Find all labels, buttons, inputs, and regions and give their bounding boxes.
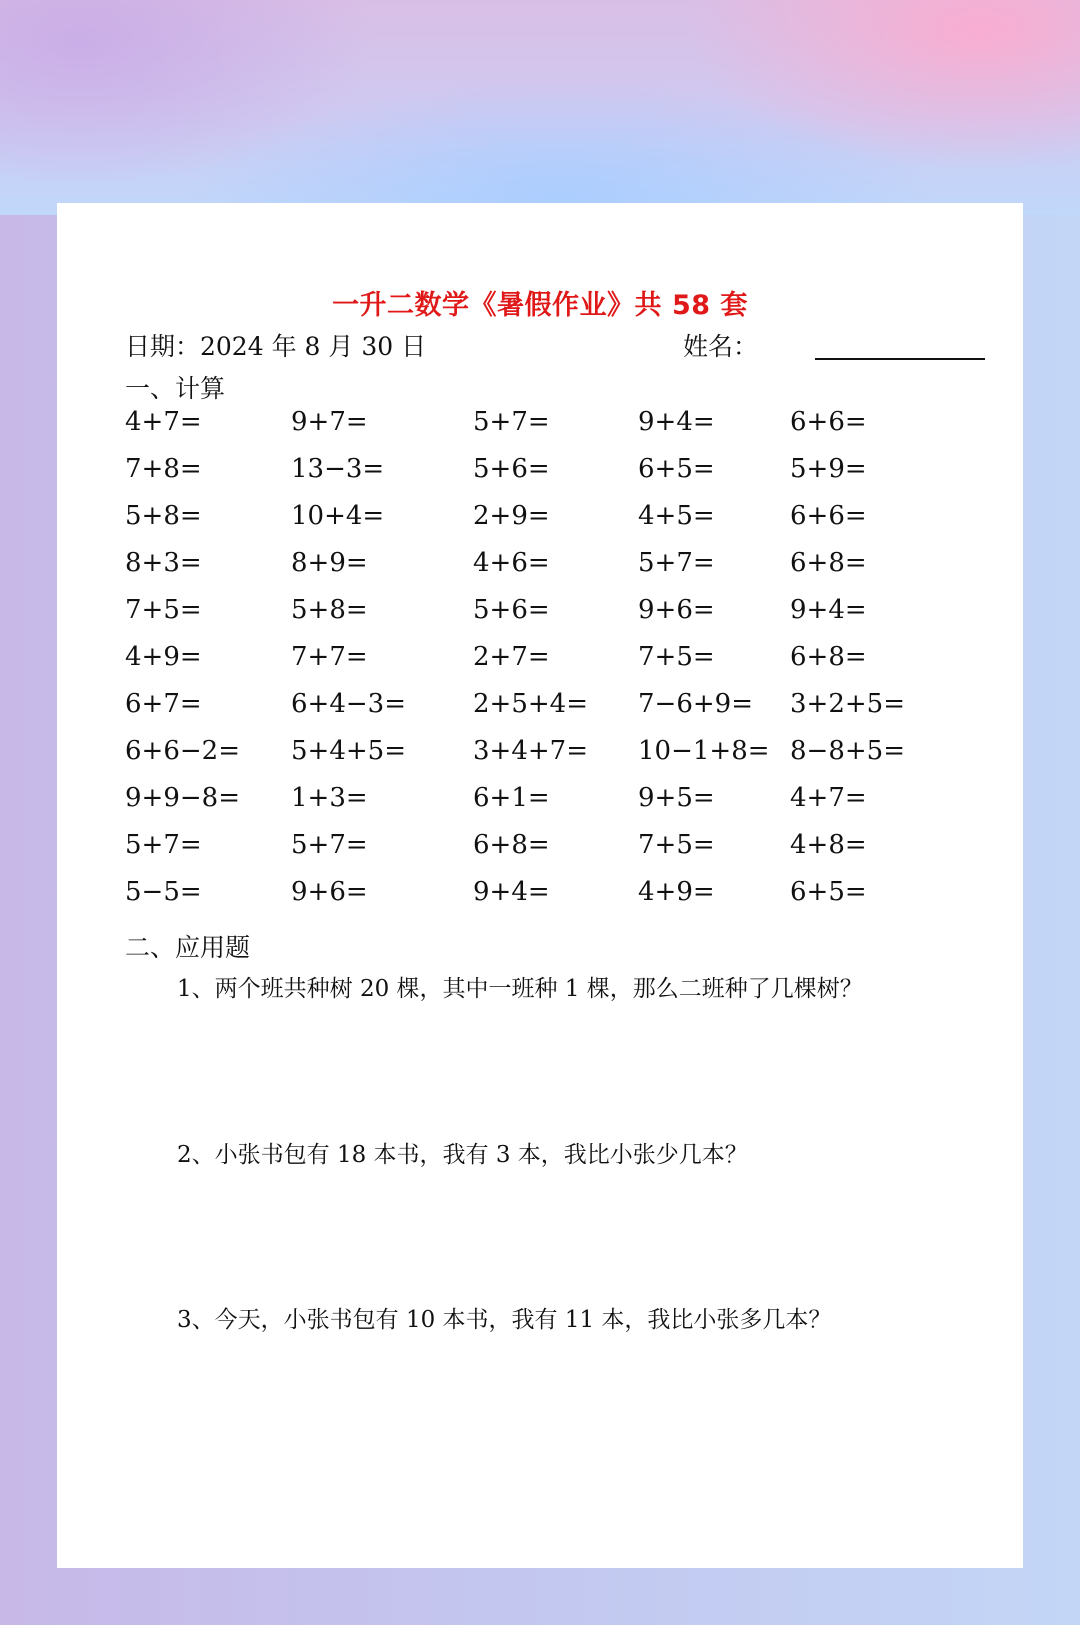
calc-problem: 4+5=	[638, 501, 715, 531]
calc-problem: 9+6=	[638, 595, 715, 625]
calc-row	[125, 548, 925, 595]
calc-problem: 8+9=	[291, 548, 368, 578]
calc-problem: 7+5=	[638, 642, 715, 672]
calc-problem: 3+2+5=	[790, 689, 905, 719]
calc-problem: 8+3=	[125, 548, 202, 578]
date-label: 日期：2024 年 8 月 30 日	[125, 332, 427, 361]
calc-problem: 9+4=	[790, 595, 867, 625]
calc-problem: 5+7=	[473, 407, 550, 437]
calc-problem: 4+9=	[125, 642, 202, 672]
calc-problem: 6+6−2=	[125, 736, 240, 766]
calc-problem: 5+4+5=	[291, 736, 406, 766]
calc-problem: 6+6=	[790, 407, 867, 437]
calc-problem: 6+5=	[790, 877, 867, 907]
calc-problem: 6+8=	[790, 548, 867, 578]
calc-problem: 5+8=	[291, 595, 368, 625]
calc-problem: 5+7=	[638, 548, 715, 578]
calc-problem: 4+6=	[473, 548, 550, 578]
calc-problem: 2+9=	[473, 501, 550, 531]
word-problem-1: 1、两个班共种树 20 棵，其中一班种 1 棵，那么二班种了几棵树？	[177, 976, 863, 1002]
calc-row	[125, 689, 925, 736]
calc-problem: 13−3=	[291, 454, 385, 484]
calc-problem: 6+8=	[473, 830, 550, 860]
calc-row	[125, 595, 925, 642]
calc-problem: 5+9=	[790, 454, 867, 484]
calc-problem: 5+8=	[125, 501, 202, 531]
section-word-problems-heading: 二、应用题	[125, 933, 251, 962]
info-row	[125, 327, 987, 361]
calc-problem: 5+7=	[125, 830, 202, 860]
calc-problem: 9+6=	[291, 877, 368, 907]
calc-problem: 10+4=	[291, 501, 385, 531]
calc-problem: 9+7=	[291, 407, 368, 437]
calc-row	[125, 736, 925, 783]
worksheet-paper	[57, 203, 1023, 1568]
calc-problem: 7+7=	[291, 642, 368, 672]
calc-problem: 7+5=	[125, 595, 202, 625]
calc-problem: 9+5=	[638, 783, 715, 813]
calc-problem: 9+4=	[638, 407, 715, 437]
calc-problem: 5+7=	[291, 830, 368, 860]
calc-row	[125, 454, 925, 501]
calc-problem: 7−6+9=	[638, 689, 753, 719]
calc-problem: 4+7=	[790, 783, 867, 813]
calc-problem: 4+7=	[125, 407, 202, 437]
calc-problem: 6+8=	[790, 642, 867, 672]
calc-problem: 6+4−3=	[291, 689, 406, 719]
calc-problem: 10−1+8=	[638, 736, 770, 766]
calc-row	[125, 877, 925, 924]
name-label: 姓名：	[683, 332, 759, 361]
calc-problem: 7+8=	[125, 454, 202, 484]
calc-problem: 3+4+7=	[473, 736, 588, 766]
section-calc-heading: 一、计算	[125, 374, 226, 403]
calc-problem: 2+5+4=	[473, 689, 588, 719]
calc-problem: 9+4=	[473, 877, 550, 907]
calc-problem: 8−8+5=	[790, 736, 905, 766]
calc-problem: 2+7=	[473, 642, 550, 672]
calc-problem: 5−5=	[125, 877, 202, 907]
name-blank-line[interactable]	[815, 358, 985, 360]
background-gradient	[0, 0, 1080, 215]
calc-problem: 4+9=	[638, 877, 715, 907]
calc-problem: 6+7=	[125, 689, 202, 719]
calc-problem: 4+8=	[790, 830, 867, 860]
calc-row	[125, 642, 925, 689]
calc-problem: 6+5=	[638, 454, 715, 484]
calc-row	[125, 830, 925, 877]
calc-problem: 6+6=	[790, 501, 867, 531]
calc-problem: 5+6=	[473, 454, 550, 484]
worksheet-title: 一升二数学《暑假作业》共 58 套	[332, 290, 748, 321]
calc-row	[125, 783, 925, 830]
word-problem-2: 2、小张书包有 18 本书，我有 3 本，我比小张少几本？	[177, 1142, 748, 1168]
calc-row	[125, 407, 925, 454]
calc-problem: 5+6=	[473, 595, 550, 625]
calc-problem: 7+5=	[638, 830, 715, 860]
calc-problem: 9+9−8=	[125, 783, 240, 813]
calc-problem: 1+3=	[291, 783, 368, 813]
calc-problem: 6+1=	[473, 783, 550, 813]
word-problem-3: 3、今天，小张书包有 10 本书，我有 11 本，我比小张多几本？	[177, 1307, 832, 1333]
calc-grid	[125, 407, 925, 924]
calc-row	[125, 501, 925, 548]
